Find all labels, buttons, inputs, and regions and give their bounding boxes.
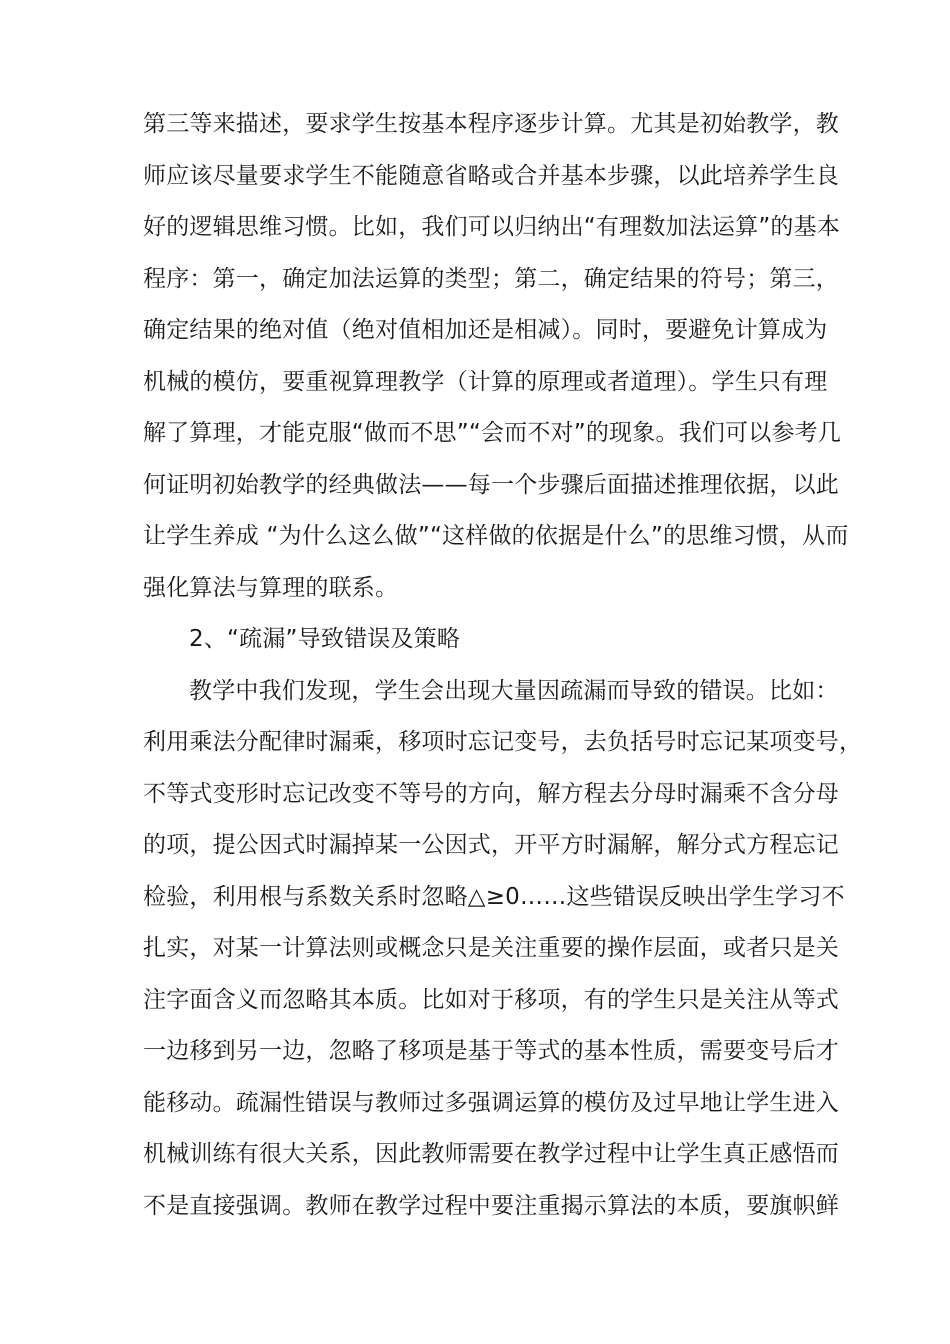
text-line: 机械的模仿，要重视算理教学（计算的原理或者道理）。学生只有理 [143,368,828,395]
text-line: 不是直接强调。教师在教学过程中要注重揭示算法的本质，要旗帜鲜 [143,1192,839,1219]
text-line: 一边移到另一边，忽略了移项是基于等式的基本性质，需要变号后才 [143,1038,839,1064]
text-line: 扎实，对某一计算法则或概念只是关注重要的操作层面，或者只是关 [143,935,839,961]
paragraph-first-line: 教学中我们发现，学生会出现大量因疏漏而导致的错误。比如： [189,677,839,704]
text-line: 不等式变形时忘记改变不等号的方向，解方程去分母时漏乘不含分母 [143,780,839,807]
text-line: 的项，提公因式时漏掉某一公因式，开平方时漏解，解分式方程忘记 [143,832,839,858]
text-line: 利用乘法分配律时漏乘，移项时忘记变号，去负括号时忘记某项变号， [143,729,863,755]
text-line: 让学生养成 “为什么这么做”“这样做的依据是什么”的思维习惯，从而 [143,523,849,549]
text-line: 何证明初始教学的经典做法——每一个步骤后面描述推理依据，以此 [143,471,839,498]
text-line: 解了算理，才能克服“做而不思”“会而不对”的现象。我们可以参考几 [143,420,842,446]
text-line: 程序：第一，确定加法运算的类型；第二，确定结果的符号；第三， [143,265,839,292]
text-line: 确定结果的绝对值（绝对值相加还是相减）。同时，要避免计算成为 [143,317,828,343]
document-body [143,100,863,1233]
text-line: 能移动。疏漏性错误与教师过多强调运算的模仿及过早地让学生进入 [143,1089,839,1116]
text-line: 好的逻辑思维习惯。比如，我们可以归纳出“有理数加法运算”的基本 [143,214,841,240]
text-line: 注字面含义而忽略其本质。比如对于移项，有的学生只是关注从等式 [143,986,839,1013]
text-line: 检验，利用根与系数关系时忽略△≥0……这些错误反映出学生学习不 [143,883,845,910]
text-line: 第三等来描述，要求学生按基本程序逐步计算。尤其是初始教学，教 [143,111,839,137]
text-line: 强化算法与算理的联系。 [143,574,399,601]
section-heading: 2、“疏漏”导致错误及策略 [189,626,461,652]
text-line: 师应该尽量要求学生不能随意省略或合并基本步骤，以此培养学生良 [143,162,839,189]
text-line: 机械训练有很大关系，因此教师需要在教学过程中让学生真正感悟而 [143,1141,839,1167]
